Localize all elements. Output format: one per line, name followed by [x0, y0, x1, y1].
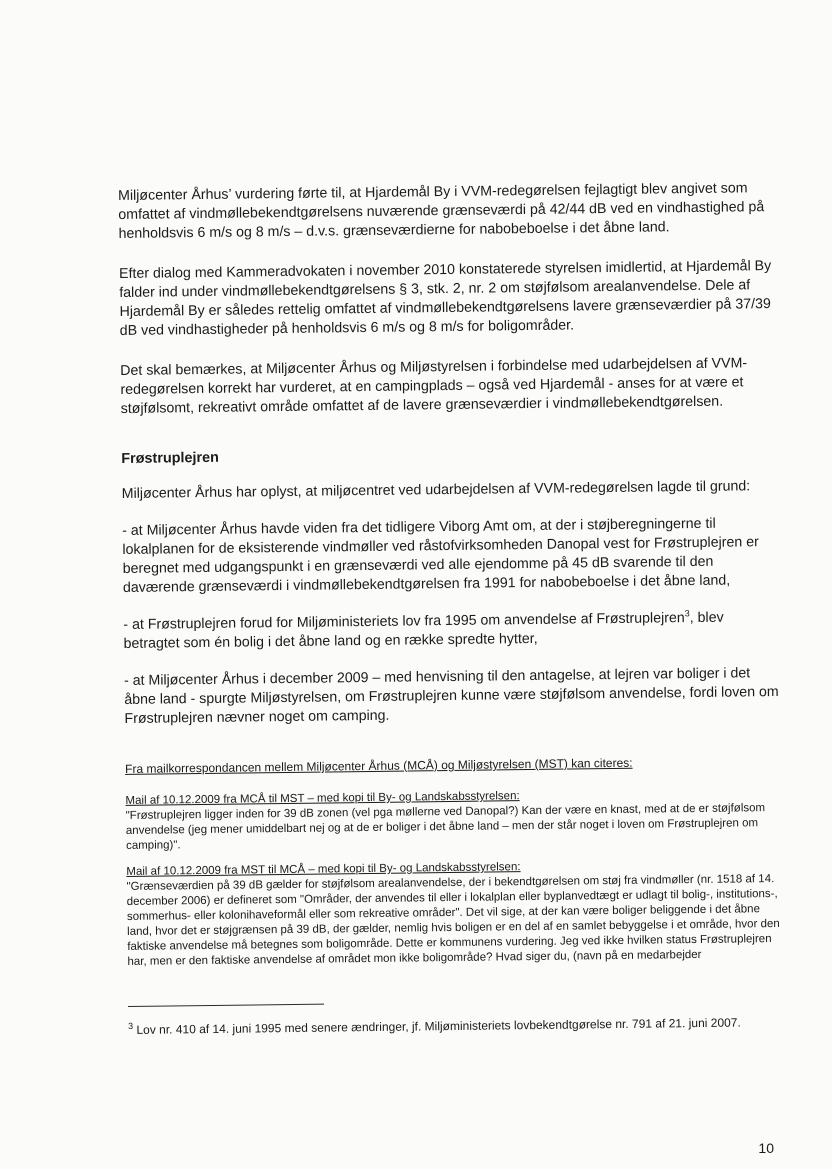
mail-item-2-body: "Grænseværdien på 39 dB gælder for støjfølsom arealanvendelse, der i bekendtgørelsen om støj fra vindmøller (nr. 1518 af 14. december 2006) er defineret som "Områder, der anvendes til eller i lokalplan eller byplanvedtægt er udlagt til bolig-, institutions-, sommerhus- eller kolonihaveformål eller som rekreative områder". Det vil sige, at der kan være boliger beliggende i det åbne land, hvor det er støjgrænsen på 39 dB, der gælder, nemlig hvis boligen er en del af en samlet bebyggelse i et område, hvor den faktiske anvendelse må betegnes som boligområde. Dette er kommunens vurdering. Jeg ved ikke hvilken status Frøstruplejren har, men er den faktiske anvendelse af området mon ikke boligområde? Hvad siger du, (navn på en medarbejder: [126, 873, 780, 968]
footnote-marker: 3: [127, 1020, 134, 1031]
bullet-2-text-before: - at Frøstruplejren forud for Miljøministeriets lov fra 1995 om anvendelse af Frøstruplejren: [123, 610, 685, 633]
footnote-text: Lov nr. 410 af 14. juni 1995 med senere ændringer, jf. Miljøministeriets lovbekendtgørelse nr. 791 af 21. juni 2007.: [133, 1015, 741, 1037]
bullet-2-text-after: , blev betragtet som én bolig i det åbne land og en række spredte hytter,: [123, 609, 724, 652]
footnote: [128, 1014, 778, 1038]
mail-correspondence-intro: Fra mailkorrespondancen mellem Miljøcenter Århus (MCÅ) og Miljøstyrelsen (MST) kan citeres:: [125, 755, 633, 776]
mail-item-1-body: "Frøstruplejren ligger inden for 39 dB zonen (vel pga møllerne ved Danopal?) Kan der være en knast, med at de er støjfølsom anvendelse (jeg mener umiddelbart nej og at de er boliger i det åbne land – men der står noget i loven om Frøstruplejren om camping)".: [125, 802, 766, 852]
bullet-1: - at Miljøcenter Århus havde viden fra det tidligere Viborg Amt om, at der i støjberegningerne til lokalplanen for de eksisterende vindmøller ved råstofvirksomheden Danopal vest for Frøstruplejren er beregnet med udgangspunkt i en grænseværdi ved alle ejendomme på 45 dB svarende til den daværende grænseværdi i vindmøllebekendtgørelsen fra 1991 for nabobeboelse i det åbne land,: [122, 515, 759, 596]
section-intro: Miljøcenter Århus har oplyst, at miljøcentret ved udarbejdelsen af VVM-redegørelsen lagde til grund:: [121, 478, 751, 502]
mail-item-1: [125, 786, 786, 854]
paragraph-1: Miljøcenter Århus’ vurdering førte til, at Hjardemål By i VVM-redegørelsen fejlagtigt blev angivet som omfattet af vindmøllebekendtgørelsens nuværende grænseværdi på 42/44 dB ved en vindhastighed på henholdsvis 6 m/s og 8 m/s – d.v.s. grænseværdierne for nabobeboelse i det åbne land.: [118, 180, 765, 242]
section-heading: Frøstruplejren: [121, 449, 219, 467]
footnote-separator: [128, 1004, 324, 1007]
mail-item-2-heading: Mail af 10.12.2009 fra MST til MCÅ – med kopi til By- og Landskabsstyrelsen:: [126, 861, 521, 878]
page-content: [118, 179, 788, 970]
mail-item-2: [126, 857, 787, 970]
mail-item-1-heading: Mail af 10.12.2009 fra MCÅ til MST – med kopi til By- og Landskabsstyrelsen:: [125, 790, 520, 807]
bullet-3: - at Miljøcenter Århus i december 2009 – med henvisning til den antagelse, at lejren var boliger i det åbne land - spurgte Miljøstyrelsen, om Frøstruplejren kunne være støjfølsom anvendelse, fordi loven om Frøstruplejren nævner noget om camping.: [123, 665, 779, 727]
footnote-reference: 3: [684, 608, 690, 619]
page-number: 10: [758, 1140, 774, 1156]
paragraph-3: Det skal bemærkes, at Miljøcenter Århus og Miljøstyrelsen i forbindelse med udarbejdelsen af VVM-redegørelsen korrekt har vurderet, at en campingplads – også ved Hjardemål - anses for at være et støjfølsomt, rekreativt område omfattet af de lavere grænseværdier i vindmøllebekendtgørelsen.: [120, 355, 748, 417]
paragraph-2: Efter dialog med Kammeradvokaten i november 2010 konstaterede styrelsen imidlertid, at Hjardemål By falder ind under vindmøllebekendtgørelsens § 3, stk. 2, nr. 2 om støjfølsom arealanvendelse. Dele af Hjardemål By er således rettelig omfattet af vindmøllebekendtgørelsens lavere grænseværdier på 37/39 dB ved vindhastigheder på henholdsvis 6 m/s og 8 m/s for boligområder.: [118, 258, 772, 339]
